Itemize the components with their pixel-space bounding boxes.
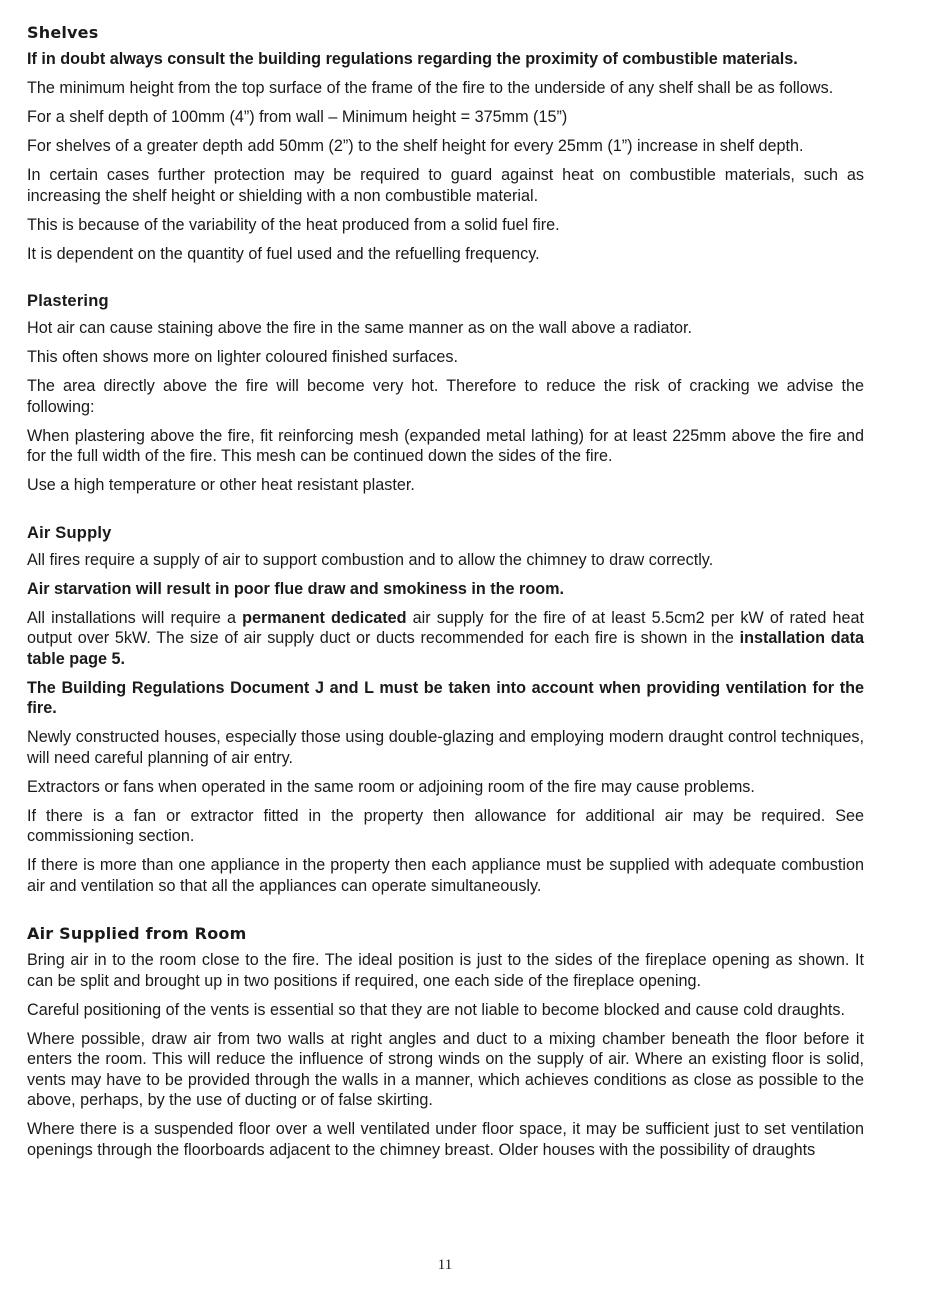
section-heading: Air Supplied from Room bbox=[27, 924, 247, 943]
paragraph bbox=[27, 376, 864, 417]
text-run: The minimum height from the top surface of the frame of the fire to the underside of any shelf shall be as follows. bbox=[27, 79, 834, 97]
paragraph bbox=[27, 1119, 864, 1160]
paragraph bbox=[27, 136, 864, 157]
paragraph bbox=[27, 727, 864, 768]
paragraph bbox=[27, 78, 864, 99]
paragraph bbox=[27, 950, 864, 991]
section-air-supply bbox=[27, 523, 864, 897]
section-air-supplied-from-room bbox=[27, 923, 864, 1160]
section-paragraphs bbox=[27, 550, 864, 897]
page-number: 11 bbox=[437, 1257, 453, 1273]
text-run: Bring air in to the room close to the fire. The ideal position is just to the sides of the fireplace opening as shown. It can be split and brought up in two positions if required, one each side of the fireplace opening. bbox=[27, 951, 864, 990]
section-heading: Shelves bbox=[27, 23, 99, 42]
paragraph bbox=[27, 579, 864, 600]
paragraph bbox=[27, 608, 864, 670]
paragraph bbox=[27, 777, 864, 798]
paragraph bbox=[27, 107, 864, 128]
text-run: Extractors or fans when operated in the same room or adjoining room of the fire may cause problems. bbox=[27, 777, 755, 796]
text-run: When plastering above the fire, fit reinforcing mesh (expanded metal lathing) for at least 225mm above the fire and for the full width of the fire. This mesh can be continued down the sides of the fire. bbox=[27, 426, 864, 465]
text-run: If there is a fan or extractor fitted in the property then allowance for additional air may be required. See commissioning section. bbox=[27, 806, 864, 845]
text-run: In certain cases further protection may be required to guard against heat on combustible materials, such as increasing the shelf height or shielding with a non combustible material. bbox=[27, 166, 864, 205]
section-paragraphs bbox=[27, 318, 864, 496]
text-run: If there is more than one appliance in the property then each appliance must be supplied with adequate combustion air and ventilation so that all the appliances can operate simultaneously. bbox=[27, 856, 864, 895]
text-run: Use a high temperature or other heat resistant plaster. bbox=[27, 476, 415, 494]
text-run: Newly constructed houses, especially those using double-glazing and employing modern draught control techniques, will need careful planning of air entry. bbox=[27, 728, 864, 767]
text-run: Hot air can cause staining above the fire in the same manner as on the wall above a radiator. bbox=[27, 319, 692, 337]
paragraph bbox=[27, 678, 864, 719]
section-heading: Plastering bbox=[27, 292, 109, 310]
paragraph bbox=[27, 550, 864, 571]
text-run: Where there is a suspended floor over a well ventilated under floor space, it may be sufficient just to set ventilation openings through the floorboards adjacent to the chimney breast. Older houses with the possibility of draughts bbox=[27, 1120, 864, 1159]
paragraph bbox=[27, 1000, 864, 1021]
paragraph bbox=[27, 347, 864, 368]
section-paragraphs bbox=[27, 49, 864, 264]
section-shelves bbox=[27, 22, 864, 264]
paragraph bbox=[27, 318, 864, 339]
text-run: This is because of the variability of the heat produced from a solid fuel fire. bbox=[27, 215, 560, 234]
text-run: All fires require a supply of air to support combustion and to allow the chimney to draw correctly. bbox=[27, 550, 714, 569]
paragraph bbox=[27, 426, 864, 467]
text-run: The Building Regulations Document J and L must be taken into account when providing ventilation for the fire. bbox=[27, 678, 864, 717]
paragraph bbox=[27, 1029, 864, 1111]
bold-text: permanent dedicated bbox=[242, 608, 407, 627]
text-run: For shelves of a greater depth add 50mm (2”) to the shelf height for every 25mm (1”) increase in shelf depth. bbox=[27, 137, 804, 155]
text-run: If in doubt always consult the building regulations regarding the proximity of combustible materials. bbox=[27, 50, 798, 68]
text-run: Air starvation will result in poor flue draw and smokiness in the room. bbox=[27, 579, 564, 598]
section-plastering bbox=[27, 291, 864, 496]
paragraph bbox=[27, 244, 864, 265]
paragraph bbox=[27, 855, 864, 896]
paragraph bbox=[27, 806, 864, 847]
text-run: This often shows more on lighter coloured finished surfaces. bbox=[27, 348, 458, 366]
section-heading: Air Supply bbox=[27, 523, 112, 542]
text-run: All installations will require a bbox=[27, 608, 243, 627]
text-run: It is dependent on the quantity of fuel used and the refuelling frequency. bbox=[27, 244, 540, 263]
text-run: For a shelf depth of 100mm (4”) from wall – Minimum height = 375mm (15”) bbox=[27, 108, 568, 126]
text-run: air supply for the fire of at least 5.5cm2 per kW of rated heat output over 5kW. The size of air supply duct or ducts recommended for each fire is shown in the bbox=[27, 608, 864, 647]
paragraph bbox=[27, 49, 864, 70]
text-run: Where possible, draw air from two walls at right angles and duct to a mixing chamber beneath the floor before it enters the room. This will reduce the influence of strong winds on the supply of air. Where an existing floor is solid, vents may have to be provided through the walls in a manner, which achieves conditions as close as possible to the above, perhaps, by the use of ducting or of false skirting. bbox=[27, 1029, 864, 1109]
text-run: The area directly above the fire will become very hot. Therefore to reduce the risk of cracking we advise the following: bbox=[27, 377, 864, 416]
section-paragraphs bbox=[27, 950, 864, 1160]
text-run: Careful positioning of the vents is essential so that they are not liable to become blocked and cause cold draughts. bbox=[27, 1000, 845, 1019]
paragraph bbox=[27, 215, 864, 236]
bold-text: installation data table page 5. bbox=[27, 629, 865, 668]
paragraph bbox=[27, 475, 864, 496]
paragraph bbox=[27, 165, 864, 206]
document-body bbox=[27, 22, 864, 1169]
